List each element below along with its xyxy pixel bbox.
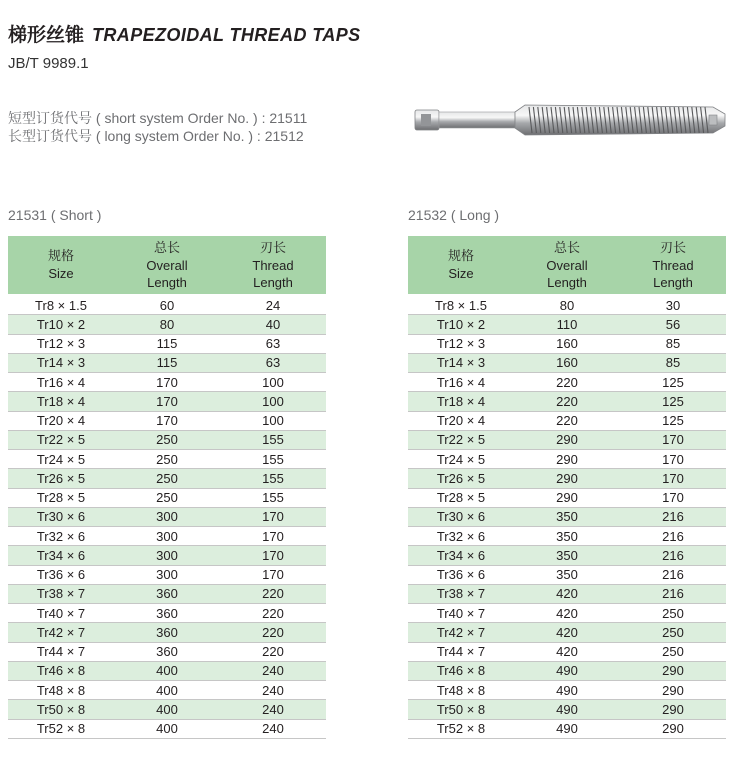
- overall-length-cell: 160: [514, 353, 620, 372]
- thread-length-cell: 290: [620, 719, 726, 738]
- table-row: [8, 430, 326, 449]
- overall-length-cell: 350: [514, 565, 620, 584]
- table-row: [408, 565, 726, 584]
- standard-code: JB/T 9989.1: [8, 55, 89, 72]
- thread-length-cell: 63: [220, 353, 326, 372]
- long-table-body: [408, 295, 726, 738]
- size-cell: Tr26 × 5: [8, 469, 114, 488]
- title-chinese: 梯形丝锥: [8, 24, 85, 46]
- overall-length-header: 总长 Overall Length: [514, 236, 620, 295]
- table-row: [8, 373, 326, 392]
- thread-length-cell: 170: [620, 450, 726, 469]
- thread-length-cell: 170: [220, 565, 326, 584]
- size-cell: Tr14 × 3: [8, 353, 114, 372]
- overall-length-cell: 110: [514, 315, 620, 334]
- overall-length-cell: 350: [514, 546, 620, 565]
- overall-length-cell: 420: [514, 584, 620, 603]
- size-cell: Tr18 × 4: [408, 392, 514, 411]
- table-row: [408, 334, 726, 353]
- size-cell: Tr42 × 7: [408, 623, 514, 642]
- thread-length-cell: 216: [620, 546, 726, 565]
- table-row: [408, 661, 726, 680]
- overall-length-cell: 115: [114, 353, 220, 372]
- thread-length-cell: 220: [220, 584, 326, 603]
- size-cell: Tr46 × 8: [408, 661, 514, 680]
- thread-length-cell: 170: [220, 546, 326, 565]
- table-row: [8, 469, 326, 488]
- short-spec-table: [8, 236, 326, 739]
- size-cell: Tr38 × 7: [8, 584, 114, 603]
- overall-length-cell: 360: [114, 584, 220, 603]
- overall-length-cell: 220: [514, 392, 620, 411]
- long-spec-table: [408, 236, 726, 739]
- thread-length-cell: 250: [620, 623, 726, 642]
- table-row: [8, 295, 326, 315]
- size-cell: Tr24 × 5: [408, 450, 514, 469]
- overall-length-header: 总长 Overall Length: [114, 236, 220, 295]
- short-table-label: 21531 ( Short ): [8, 207, 102, 223]
- overall-length-cell: 290: [514, 430, 620, 449]
- table-row: [408, 642, 726, 661]
- thread-length-cell: 170: [220, 527, 326, 546]
- thread-length-cell: 30: [620, 295, 726, 315]
- overall-length-cell: 300: [114, 565, 220, 584]
- size-cell: Tr40 × 7: [8, 604, 114, 623]
- table-row: [8, 507, 326, 526]
- overall-length-cell: 80: [114, 315, 220, 334]
- thread-length-header: 刃长 Thread Length: [220, 236, 326, 295]
- thread-length-header: 刃长 Thread Length: [620, 236, 726, 295]
- table-row: [408, 546, 726, 565]
- thread-length-cell: 170: [620, 488, 726, 507]
- overall-length-cell: 80: [514, 295, 620, 315]
- size-cell: Tr38 × 7: [408, 584, 514, 603]
- size-cell: Tr30 × 6: [8, 507, 114, 526]
- thread-length-cell: 220: [220, 642, 326, 661]
- table-row: [408, 507, 726, 526]
- thread-length-cell: 155: [220, 488, 326, 507]
- thread-length-cell: 155: [220, 450, 326, 469]
- thread-length-cell: 290: [620, 681, 726, 700]
- table-row: [8, 392, 326, 411]
- table-row: [8, 642, 326, 661]
- table-row: [408, 584, 726, 603]
- overall-length-cell: 360: [114, 604, 220, 623]
- size-header: 规格 Size: [8, 236, 114, 295]
- table-row: [408, 315, 726, 334]
- thread-length-cell: 125: [620, 392, 726, 411]
- table-row: [408, 450, 726, 469]
- table-row: [8, 719, 326, 738]
- table-row: [8, 315, 326, 334]
- thread-length-cell: 125: [620, 373, 726, 392]
- overall-length-cell: 420: [514, 642, 620, 661]
- overall-length-cell: 170: [114, 373, 220, 392]
- size-cell: Tr48 × 8: [408, 681, 514, 700]
- overall-length-cell: 400: [114, 700, 220, 719]
- table-row: [8, 488, 326, 507]
- size-cell: Tr16 × 4: [8, 373, 114, 392]
- size-cell: Tr12 × 3: [8, 334, 114, 353]
- table-row: [408, 719, 726, 738]
- long-order-number: 长型订货代号 ( long system Order No. ) : 21512: [8, 128, 304, 144]
- table-row: [8, 604, 326, 623]
- thread-length-cell: 100: [220, 411, 326, 430]
- thread-length-cell: 220: [220, 604, 326, 623]
- overall-length-cell: 300: [114, 507, 220, 526]
- table-header-row: [408, 236, 726, 295]
- thread-length-cell: 290: [620, 700, 726, 719]
- overall-length-cell: 360: [114, 642, 220, 661]
- table-row: [8, 450, 326, 469]
- table-row: [8, 565, 326, 584]
- short-order-number: 短型订货代号 ( short system Order No. ) : 21511: [8, 110, 308, 126]
- overall-length-cell: 490: [514, 681, 620, 700]
- size-cell: Tr52 × 8: [8, 719, 114, 738]
- table-row: [408, 392, 726, 411]
- size-cell: Tr52 × 8: [408, 719, 514, 738]
- size-cell: Tr40 × 7: [408, 604, 514, 623]
- overall-length-cell: 160: [514, 334, 620, 353]
- overall-length-cell: 250: [114, 469, 220, 488]
- table-row: [408, 430, 726, 449]
- table-row: [408, 411, 726, 430]
- thread-length-cell: 170: [620, 430, 726, 449]
- overall-length-cell: 490: [514, 661, 620, 680]
- size-cell: Tr18 × 4: [8, 392, 114, 411]
- size-cell: Tr34 × 6: [408, 546, 514, 565]
- overall-length-cell: 220: [514, 411, 620, 430]
- thread-length-cell: 290: [620, 661, 726, 680]
- overall-length-cell: 490: [514, 719, 620, 738]
- thread-length-cell: 85: [620, 353, 726, 372]
- thread-length-cell: 85: [620, 334, 726, 353]
- size-cell: Tr10 × 2: [408, 315, 514, 334]
- size-cell: Tr30 × 6: [408, 507, 514, 526]
- thread-length-cell: 125: [620, 411, 726, 430]
- size-cell: Tr44 × 7: [8, 642, 114, 661]
- overall-length-cell: 170: [114, 392, 220, 411]
- size-cell: Tr32 × 6: [408, 527, 514, 546]
- table-row: [8, 334, 326, 353]
- thread-length-cell: 216: [620, 584, 726, 603]
- size-cell: Tr50 × 8: [408, 700, 514, 719]
- title-english: TRAPEZOIDAL THREAD TAPS: [92, 25, 361, 45]
- thread-length-cell: 220: [220, 623, 326, 642]
- size-cell: Tr20 × 4: [408, 411, 514, 430]
- table-header-row: [8, 236, 326, 295]
- overall-length-cell: 400: [114, 661, 220, 680]
- table-row: [408, 623, 726, 642]
- thread-length-cell: 170: [220, 507, 326, 526]
- thread-length-cell: 216: [620, 527, 726, 546]
- overall-length-cell: 250: [114, 450, 220, 469]
- size-cell: Tr20 × 4: [8, 411, 114, 430]
- table-row: [408, 604, 726, 623]
- thread-length-cell: 100: [220, 392, 326, 411]
- overall-length-cell: 250: [114, 430, 220, 449]
- thread-length-cell: 216: [620, 507, 726, 526]
- size-cell: Tr46 × 8: [8, 661, 114, 680]
- size-cell: Tr22 × 5: [8, 430, 114, 449]
- thread-length-cell: 63: [220, 334, 326, 353]
- size-cell: Tr42 × 7: [8, 623, 114, 642]
- size-cell: Tr36 × 6: [408, 565, 514, 584]
- size-cell: Tr28 × 5: [8, 488, 114, 507]
- thread-tap-image: [413, 96, 730, 144]
- overall-length-cell: 290: [514, 450, 620, 469]
- overall-length-cell: 350: [514, 507, 620, 526]
- table-row: [408, 469, 726, 488]
- size-cell: Tr36 × 6: [8, 565, 114, 584]
- size-cell: Tr8 × 1.5: [8, 295, 114, 315]
- table-row: [8, 411, 326, 430]
- size-cell: Tr16 × 4: [408, 373, 514, 392]
- size-cell: Tr10 × 2: [8, 315, 114, 334]
- overall-length-cell: 300: [114, 527, 220, 546]
- table-row: [8, 353, 326, 372]
- size-cell: Tr32 × 6: [8, 527, 114, 546]
- overall-length-cell: 250: [114, 488, 220, 507]
- overall-length-cell: 290: [514, 488, 620, 507]
- thread-length-cell: 216: [620, 565, 726, 584]
- size-cell: Tr44 × 7: [408, 642, 514, 661]
- table-row: [408, 488, 726, 507]
- size-cell: Tr50 × 8: [8, 700, 114, 719]
- overall-length-cell: 170: [114, 411, 220, 430]
- page-title: [8, 20, 361, 47]
- size-cell: Tr48 × 8: [8, 681, 114, 700]
- table-row: [8, 527, 326, 546]
- short-table-body: [8, 295, 326, 738]
- table-row: [8, 661, 326, 680]
- thread-length-cell: 250: [620, 604, 726, 623]
- thread-length-cell: 56: [620, 315, 726, 334]
- overall-length-cell: 490: [514, 700, 620, 719]
- table-row: [8, 700, 326, 719]
- size-cell: Tr8 × 1.5: [408, 295, 514, 315]
- table-row: [8, 681, 326, 700]
- size-header: 规格 Size: [408, 236, 514, 295]
- thread-length-cell: 100: [220, 373, 326, 392]
- table-row: [8, 546, 326, 565]
- table-row: [408, 681, 726, 700]
- size-cell: Tr26 × 5: [408, 469, 514, 488]
- size-cell: Tr14 × 3: [408, 353, 514, 372]
- size-cell: Tr22 × 5: [408, 430, 514, 449]
- long-table-label: 21532 ( Long ): [408, 207, 500, 223]
- table-row: [408, 353, 726, 372]
- thread-length-cell: 240: [220, 661, 326, 680]
- table-row: [8, 584, 326, 603]
- overall-length-cell: 290: [514, 469, 620, 488]
- thread-length-cell: 250: [620, 642, 726, 661]
- thread-length-cell: 40: [220, 315, 326, 334]
- table-row: [408, 373, 726, 392]
- overall-length-cell: 400: [114, 681, 220, 700]
- overall-length-cell: 360: [114, 623, 220, 642]
- size-cell: Tr28 × 5: [408, 488, 514, 507]
- overall-length-cell: 220: [514, 373, 620, 392]
- thread-length-cell: 240: [220, 681, 326, 700]
- size-cell: Tr24 × 5: [8, 450, 114, 469]
- thread-length-cell: 240: [220, 719, 326, 738]
- overall-length-cell: 420: [514, 604, 620, 623]
- thread-length-cell: 24: [220, 295, 326, 315]
- overall-length-cell: 350: [514, 527, 620, 546]
- table-row: [8, 623, 326, 642]
- overall-length-cell: 115: [114, 334, 220, 353]
- thread-length-cell: 170: [620, 469, 726, 488]
- table-row: [408, 527, 726, 546]
- thread-length-cell: 155: [220, 430, 326, 449]
- table-row: [408, 295, 726, 315]
- overall-length-cell: 400: [114, 719, 220, 738]
- overall-length-cell: 60: [114, 295, 220, 315]
- table-row: [408, 700, 726, 719]
- overall-length-cell: 420: [514, 623, 620, 642]
- size-cell: Tr34 × 6: [8, 546, 114, 565]
- size-cell: Tr12 × 3: [408, 334, 514, 353]
- overall-length-cell: 300: [114, 546, 220, 565]
- thread-length-cell: 240: [220, 700, 326, 719]
- thread-length-cell: 155: [220, 469, 326, 488]
